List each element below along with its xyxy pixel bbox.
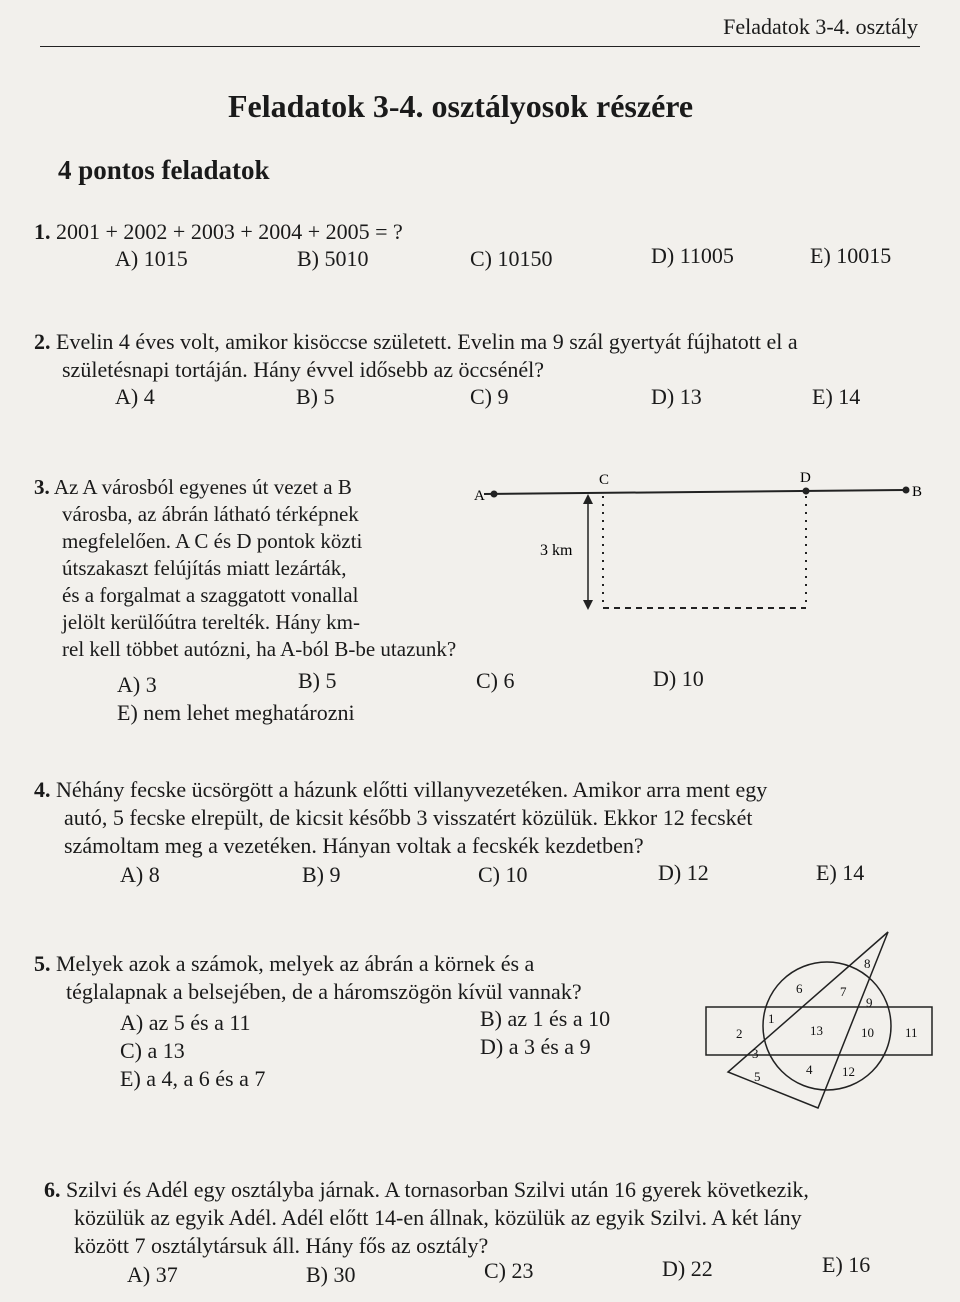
option-b: B) 5 (296, 384, 335, 409)
question-line: városba, az ábrán látható térképnek (62, 502, 359, 526)
number-1: 1 (768, 1011, 775, 1026)
option-a: A) az 5 és a 11 (120, 1010, 251, 1035)
option-d: D) a 3 és a 9 (480, 1034, 591, 1059)
option-a: A) 37 (127, 1262, 178, 1287)
option-d: D) 11005 (651, 243, 734, 268)
option-a: A) 8 (120, 862, 160, 887)
option-c: C) 23 (484, 1258, 534, 1283)
option-b: B) 5010 (297, 246, 369, 271)
question-line: közülük az egyik Adél. Adél előtt 14-en állnak, közülük az egyik Szilvi. A két lány (74, 1205, 802, 1230)
question-line: Evelin 4 éves volt, amikor kisöccse született. Evelin ma 9 szál gyertyát fújhatott el a (56, 329, 798, 354)
point-d (803, 488, 810, 495)
question-number: 6. (44, 1177, 61, 1202)
number-9: 9 (866, 995, 873, 1010)
question-line: és a forgalmat a szaggatott vonallal (62, 583, 359, 607)
arrow-up-icon (583, 494, 593, 504)
number-10: 10 (861, 1025, 874, 1040)
point-a (491, 491, 498, 498)
option-a: A) 3 (117, 672, 157, 697)
question-line: 2001 + 2002 + 2003 + 2004 + 2005 = ? (56, 219, 403, 244)
arrow-down-icon (583, 600, 593, 610)
number-13: 13 (810, 1023, 823, 1038)
number-3: 3 (752, 1046, 759, 1061)
question-2-text (34, 328, 798, 355)
question-line: jelölt kerülőútra terelték. Hány km- (62, 610, 360, 634)
question-number: 1. (34, 219, 51, 244)
option-b: B) az 1 és a 10 (480, 1006, 611, 1031)
number-2: 2 (736, 1026, 743, 1041)
option-d: D) 22 (662, 1256, 713, 1281)
option-d: D) 13 (651, 384, 702, 409)
page-title: Feladatok 3-4. osztályosok részére (228, 88, 694, 124)
question-line: Az A városból egyenes út vezet a B (53, 475, 352, 499)
distance-label: 3 km (540, 542, 573, 559)
header-rule (40, 46, 920, 47)
question-number: 5. (34, 951, 51, 976)
number-12: 12 (842, 1064, 855, 1079)
option-b: B) 5 (298, 668, 337, 693)
road-line (484, 490, 906, 494)
option-c: C) 10 (478, 862, 528, 887)
option-c: C) 10150 (470, 246, 553, 271)
number-6: 6 (796, 981, 803, 996)
question-line: születésnapi tortáján. Hány évvel idősebb az öccsénél? (62, 357, 544, 382)
question-3-text (34, 474, 457, 663)
label-b: B (912, 484, 923, 500)
question-line: rel kell többet autózni, ha A-ból B-be utazunk? (62, 637, 457, 661)
option-c: C) 9 (470, 384, 509, 409)
running-header: Feladatok 3-4. osztály (723, 14, 918, 39)
question-number: 2. (34, 329, 51, 354)
number-5: 5 (754, 1069, 761, 1084)
option-a: A) 1015 (115, 246, 188, 271)
option-b: B) 9 (302, 862, 341, 887)
number-4: 4 (806, 1062, 813, 1077)
number-8: 8 (864, 956, 871, 971)
option-c: C) a 13 (120, 1038, 185, 1063)
question-line: között 7 osztálytársuk áll. Hány fős az osztály? (74, 1233, 489, 1258)
number-7: 7 (840, 984, 847, 999)
option-e: E) nem lehet meghatározni (117, 700, 355, 725)
option-e: E) a 4, a 6 és a 7 (120, 1066, 266, 1091)
option-b: B) 30 (306, 1262, 356, 1287)
label-a: A (474, 488, 485, 504)
question-line: útszakaszt felújítás miatt lezárták, (62, 556, 347, 580)
option-d: D) 12 (658, 860, 709, 885)
road-map-figure (460, 462, 930, 622)
question-6-text (44, 1176, 809, 1203)
option-a: A) 4 (115, 384, 155, 409)
section-title: 4 pontos feladatok (58, 155, 270, 185)
label-c: C (599, 472, 610, 488)
question-1-text (34, 218, 403, 245)
option-c: C) 6 (476, 668, 515, 693)
option-e: E) 16 (822, 1252, 871, 1277)
question-line: Melyek azok a számok, melyek az ábrán a körnek és a (56, 951, 535, 976)
question-4-text (34, 776, 767, 803)
point-b (903, 487, 910, 494)
option-d: D) 10 (653, 666, 704, 691)
question-line: Szilvi és Adél egy osztályba járnak. A tornasorban Szilvi után 16 gyerek következik, (66, 1177, 809, 1202)
question-line: téglalapnak a belsejében, de a háromszögön kívül vannak? (66, 979, 582, 1004)
option-e: E) 14 (816, 860, 865, 885)
question-5-text (34, 950, 534, 977)
question-line: autó, 5 fecske elrepült, de kicsit később 3 visszatért közülük. Ekkor 12 fecskét (64, 805, 753, 830)
question-number: 4. (34, 777, 51, 802)
question-line: Néhány fecske ücsörgött a házunk előtti villanyvezetéken. Amikor arra ment egy (56, 777, 768, 802)
option-e: E) 14 (812, 384, 861, 409)
question-line: számoltam meg a vezetéken. Hányan voltak a fecskék kezdetben? (64, 833, 644, 858)
number-11: 11 (905, 1025, 918, 1040)
shapes-figure (700, 930, 940, 1110)
question-line: megfelelően. A C és D pontok közti (62, 529, 363, 553)
question-number: 3. (34, 475, 50, 499)
option-e: E) 10015 (810, 243, 892, 268)
label-d: D (800, 470, 811, 486)
